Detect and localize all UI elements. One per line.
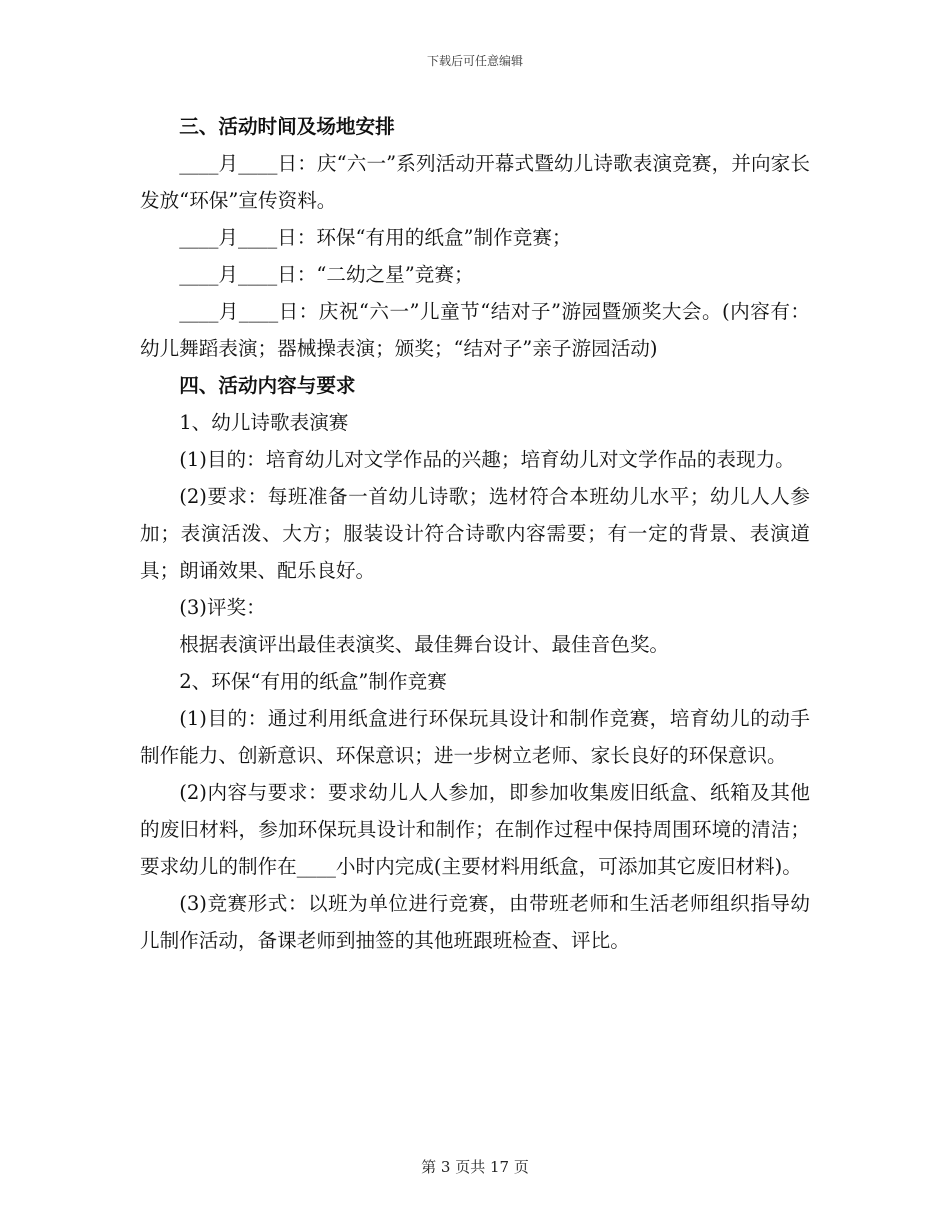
paragraph: (3)竞赛形式：以班为单位进行竞赛，由带班老师和生活老师组织指导幼儿制作活动，备课老师到抽签的其他班跟班检查、评比。 — [140, 892, 810, 952]
paragraph: ____月____日：庆“六一”系列活动开幕式暨幼儿诗歌表演竞赛，并向家长发放“环保”宣传资料。 — [140, 152, 810, 212]
paragraph: ____月____日：庆祝“六一”儿童节“结对子”游园暨颁奖大会。(内容有：幼儿舞蹈表演；器械操表演；颁奖；“结对子”亲子游园活动) — [140, 300, 810, 360]
paragraph: (1)目的：通过利用纸盒进行环保玩具设计和制作竞赛，培育幼儿的动手制作能力、创新意识、环保意识；进一步树立老师、家长良好的环保意识。 — [140, 707, 810, 767]
page-header: 下载后可任意编辑 — [426, 54, 523, 68]
paragraph: (2)要求：每班准备一首幼儿诗歌；选材符合本班幼儿水平；幼儿人人参加；表演活泼、大方；服装设计符合诗歌内容需要；有一定的背景、表演道具；朗诵效果、配乐良好。 — [140, 485, 810, 582]
paragraph: (2)内容与要求：要求幼儿人人参加，即参加收集废旧纸盒、纸箱及其他的废旧材料，参加环保玩具设计和制作；在制作过程中保持周围环境的清洁；要求幼儿的制作在____小时内完成(主要材料用纸盒，可添加其它废旧材料)。 — [140, 781, 810, 878]
document-body — [140, 108, 810, 959]
subsection-title: 1、幼儿诗歌表演赛 — [179, 411, 349, 434]
subsection-title: 2、环保“有用的纸盒”制作竞赛 — [179, 670, 447, 693]
page-number: 第 3 页共 17 页 — [421, 1158, 529, 1176]
paragraph: 根据表演评出最佳表演奖、最佳舞台设计、最佳音色奖。 — [179, 633, 670, 656]
paragraph: ____月____日：“二幼之星”竞赛； — [179, 263, 474, 286]
section-heading: 四、活动内容与要求 — [179, 374, 356, 397]
paragraph: (3)评奖： — [179, 596, 266, 619]
paragraph: (1)目的：培育幼儿对文学作品的兴趣；培育幼儿对文学作品的表现力。 — [179, 448, 795, 471]
paragraph: ____月____日：环保“有用的纸盒”制作竞赛； — [179, 226, 572, 249]
section-heading: 三、活动时间及场地安排 — [179, 115, 395, 138]
